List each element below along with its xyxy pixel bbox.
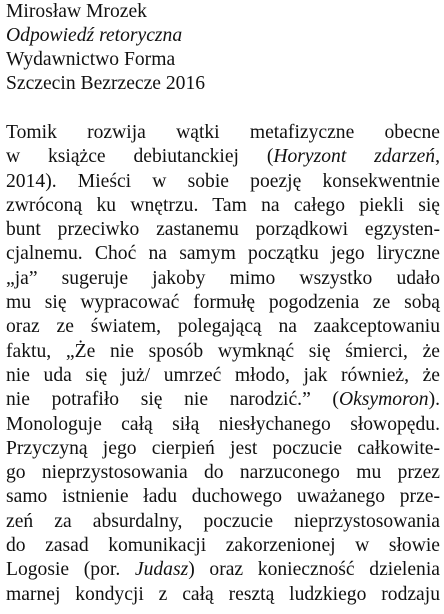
text-run: ). <box>428 389 440 411</box>
text-line <box>6 364 440 388</box>
text-line <box>6 194 440 218</box>
text-run: ) oraz konieczność dzielenia <box>188 559 440 581</box>
text-line <box>6 121 440 145</box>
text-run: , <box>435 146 440 168</box>
text-run: oraz ze światem, polegającą na zaakceptowaniu <box>6 316 440 338</box>
text-run: cjalnemu. Choć na samym początku jego liryczne <box>6 243 440 265</box>
text-line <box>6 461 440 485</box>
italic-title-run: Judasz <box>134 559 189 581</box>
italic-title-run: Horyzont zdarzeń <box>273 146 436 168</box>
text-line <box>6 145 440 169</box>
text-run: w książce debiutanckiej ( <box>6 146 274 168</box>
text-line <box>6 242 440 266</box>
text-line <box>6 315 440 339</box>
text-line <box>6 340 440 364</box>
text-line <box>6 583 440 607</box>
text-line <box>6 534 440 558</box>
text-run: nie uda się już/ umrzeć młodo, jak również, że <box>6 364 440 386</box>
text-run: faktu, „Że nie sposób wymknąć się śmierci, że <box>6 340 440 362</box>
text-run: bunt przeciwko zastanemu porządkowi egzysten- <box>6 219 440 241</box>
text-run: samo istnienie ładu duchowego uważanego prze- <box>6 486 440 508</box>
text-run: Monologuje całą siłą niesłychanego słowopędu. <box>6 413 440 435</box>
text-run: Przyczyną jego cierpień jest poczucie całkowite- <box>6 437 440 459</box>
text-run: 2014). Mieści w sobie poezję konsekwentnie <box>6 170 440 192</box>
text-run: Tomik rozwija wątki metafizyczne obecne <box>6 122 440 143</box>
text-line <box>6 170 440 194</box>
text-run: go nieprzystosowania do narzuconego mu przez <box>6 462 440 484</box>
text-line <box>6 437 440 461</box>
text-line <box>6 291 440 315</box>
text-run: „ja” sugeruje jakoby mimo wszystko udało <box>6 267 440 289</box>
text-run: zwróconą ku wnętrzu. Tam na całego piekli się <box>6 194 440 216</box>
publication-place-year: Szczecin Bezrzecze 2016 <box>6 73 206 94</box>
text-line <box>6 558 440 582</box>
text-line <box>6 485 440 509</box>
text-line <box>6 510 440 534</box>
review-body <box>6 121 440 607</box>
text-line <box>6 413 440 437</box>
text-line <box>6 218 440 242</box>
italic-title-run: Oksymoron <box>338 389 429 411</box>
publisher-name: Wydawnictwo Forma <box>6 49 176 70</box>
text-run: marnej kondycji z całą resztą ludzkiego rodzaju <box>6 583 440 605</box>
book-title: Odpowiedź retoryczna <box>6 25 183 46</box>
text-run: zeń za absurdalny, poczucie nieprzystosowania <box>6 510 440 532</box>
text-run: nie potrafiło się nie narodzić.” ( <box>6 389 339 411</box>
book-header <box>6 0 205 96</box>
text-run: do zasad komunikacji zakorzenionej w słowie <box>6 535 440 557</box>
text-line <box>6 388 440 412</box>
author-name: Mirosław Mrozek <box>6 1 147 22</box>
text-run: mu się wypracować formułę pogodzenia ze sobą <box>6 292 440 314</box>
text-run: Logosie (por. <box>6 559 135 581</box>
text-line <box>6 267 440 291</box>
